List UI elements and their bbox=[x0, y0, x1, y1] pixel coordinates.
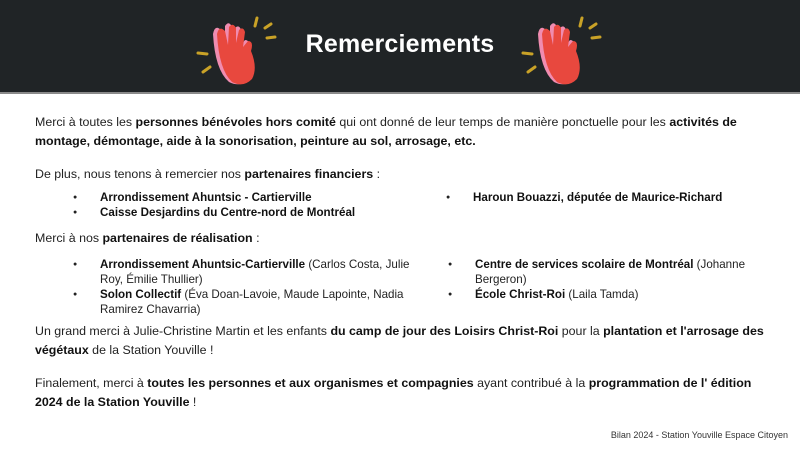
header-banner bbox=[0, 0, 800, 94]
camp-paragraph: Un grand merci à Julie-Christine Martin et les enfants du camp de jour des Loisirs Christ-Roi pour la plantation et l'arrosage des végétaux de la Station Youville ! bbox=[35, 324, 764, 357]
intro-paragraph: Merci à toutes les personnes bénévoles hors comité qui ont donné de leur temps de manière ponctuelle pour les activités de montage, démontage, aide à la sonorisation, peinture au sol, arrosage, etc. bbox=[35, 115, 737, 148]
footer-text: Bilan 2024 - Station Youville Espace Citoyen bbox=[610, 430, 788, 440]
waving-hand-icon bbox=[520, 12, 610, 87]
final-paragraph: Finalement, merci à toutes les personnes et aux organismes et compagnies ayant contribué à la programmation de l' édition 2024 de la Station Youville ! bbox=[35, 376, 752, 409]
financial-partners-list-left bbox=[73, 190, 413, 220]
financial-partners-list-right bbox=[446, 190, 776, 205]
list-item: ● Haroun Bouazzi, députée de Maurice-Richard bbox=[446, 190, 776, 205]
realisation-partners-list-right bbox=[448, 257, 778, 302]
list-item: ● Centre de services scolaire de Montréal (Johanne Bergeron) bbox=[448, 257, 778, 287]
realisation-partners-list-left bbox=[73, 257, 413, 317]
list-item: ● Caisse Desjardins du Centre-nord de Montréal bbox=[73, 205, 413, 220]
list-item: ● École Christ-Roi (Laila Tamda) bbox=[448, 287, 778, 302]
list-item: ● Solon Collectif (Éva Doan-Lavoie, Maude Lapointe, Nadia Ramirez Chavarria) bbox=[73, 287, 413, 317]
list-item: ● Arrondissement Ahuntsic - Cartierville bbox=[73, 190, 413, 205]
financial-partners-heading: De plus, nous tenons à remercier nos partenaires financiers : bbox=[35, 167, 381, 181]
list-item: ● Arrondissement Ahuntsic-Cartierville (Carlos Costa, Julie Roy, Émilie Thullier) bbox=[73, 257, 413, 287]
page-title: Remerciements bbox=[305, 30, 495, 58]
realisation-partners-heading: Merci à nos partenaires de réalisation : bbox=[35, 231, 260, 245]
